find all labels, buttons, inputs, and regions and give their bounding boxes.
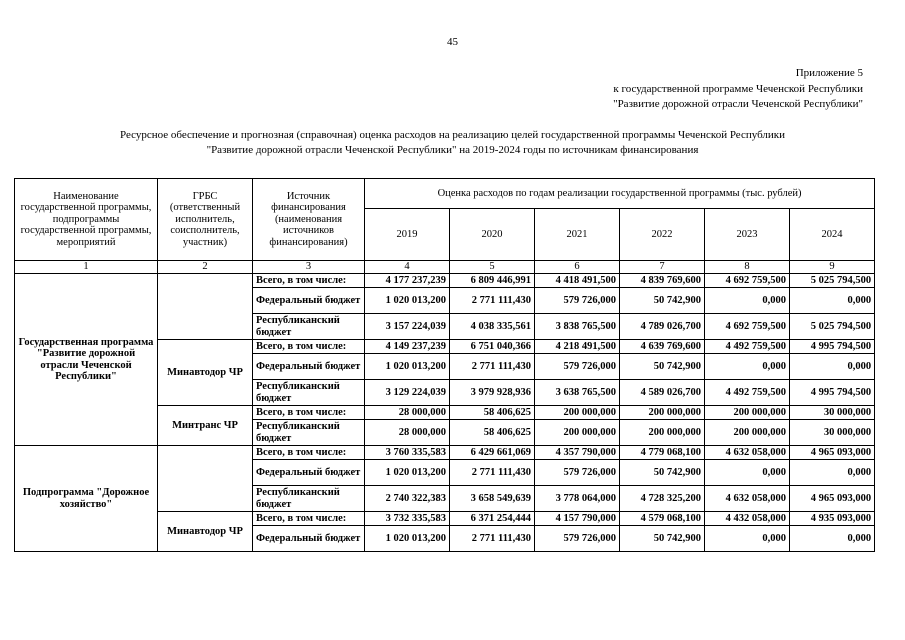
value-cell: 200 000,000 bbox=[705, 420, 790, 446]
appendix-line-3: "Развитие дорожной отрасли Чеченской Республики" bbox=[613, 98, 863, 110]
value-cell: 3 760 335,583 bbox=[365, 446, 450, 460]
value-cell: 0,000 bbox=[790, 288, 875, 314]
header-estimate: Оценка расходов по годам реализации государственной программы (тыс. рублей) bbox=[365, 179, 875, 209]
value-cell: 2 740 322,383 bbox=[365, 486, 450, 512]
value-cell: 4 149 237,239 bbox=[365, 340, 450, 354]
header-year: 2021 bbox=[535, 209, 620, 261]
source-cell: Всего, в том числе: bbox=[253, 446, 365, 460]
value-cell: 30 000,000 bbox=[790, 406, 875, 420]
value-cell: 0,000 bbox=[705, 288, 790, 314]
source-cell: Всего, в том числе: bbox=[253, 512, 365, 526]
header-name: Наименование государственной программы, подпрограммы государственной программы, мероприятий bbox=[15, 179, 158, 261]
program-name: Государственная программа "Развитие дорожной отрасли Чеченской Республики" bbox=[15, 274, 158, 446]
value-cell: 579 726,000 bbox=[535, 354, 620, 380]
value-cell: 4 965 093,000 bbox=[790, 486, 875, 512]
value-cell: 579 726,000 bbox=[535, 526, 620, 552]
grbs-minavtodor: Минавтодор ЧР bbox=[158, 340, 253, 406]
value-cell: 200 000,000 bbox=[535, 406, 620, 420]
value-cell: 6 751 040,366 bbox=[450, 340, 535, 354]
value-cell: 4 632 058,000 bbox=[705, 446, 790, 460]
value-cell: 3 778 064,000 bbox=[535, 486, 620, 512]
value-cell: 200 000,000 bbox=[620, 420, 705, 446]
column-number: 5 bbox=[450, 261, 535, 274]
value-cell: 3 732 335,583 bbox=[365, 512, 450, 526]
source-cell: Республиканский бюджет bbox=[253, 486, 365, 512]
value-cell: 6 809 446,991 bbox=[450, 274, 535, 288]
value-cell: 4 728 325,200 bbox=[620, 486, 705, 512]
value-cell: 50 742,900 bbox=[620, 526, 705, 552]
value-cell: 579 726,000 bbox=[535, 288, 620, 314]
page-crop-mask bbox=[0, 580, 905, 640]
value-cell: 4 639 769,600 bbox=[620, 340, 705, 354]
value-cell: 4 177 237,239 bbox=[365, 274, 450, 288]
value-cell: 4 995 794,500 bbox=[790, 340, 875, 354]
source-cell: Федеральный бюджет bbox=[253, 460, 365, 486]
column-number: 6 bbox=[535, 261, 620, 274]
header-year: 2020 bbox=[450, 209, 535, 261]
value-cell: 58 406,625 bbox=[450, 406, 535, 420]
value-cell: 3 129 224,039 bbox=[365, 380, 450, 406]
value-cell: 0,000 bbox=[790, 354, 875, 380]
value-cell: 58 406,625 bbox=[450, 420, 535, 446]
grbs-empty bbox=[158, 446, 253, 512]
page-number: 45 bbox=[447, 36, 458, 48]
value-cell: 4 357 790,000 bbox=[535, 446, 620, 460]
source-cell: Федеральный бюджет bbox=[253, 526, 365, 552]
value-cell: 4 492 759,500 bbox=[705, 380, 790, 406]
subprogram-name: Подпрограмма "Дорожное хозяйство" bbox=[15, 446, 158, 552]
source-cell: Республиканский бюджет bbox=[253, 380, 365, 406]
grbs-empty bbox=[158, 274, 253, 340]
source-cell: Всего, в том числе: bbox=[253, 274, 365, 288]
header-year: 2023 bbox=[705, 209, 790, 261]
value-cell: 4 579 068,100 bbox=[620, 512, 705, 526]
value-cell: 4 935 093,000 bbox=[790, 512, 875, 526]
source-cell: Республиканский бюджет bbox=[253, 314, 365, 340]
value-cell: 2 771 111,430 bbox=[450, 460, 535, 486]
value-cell: 4 432 058,000 bbox=[705, 512, 790, 526]
value-cell: 30 000,000 bbox=[790, 420, 875, 446]
value-cell: 4 789 026,700 bbox=[620, 314, 705, 340]
value-cell: 200 000,000 bbox=[620, 406, 705, 420]
value-cell: 4 589 026,700 bbox=[620, 380, 705, 406]
value-cell: 0,000 bbox=[705, 460, 790, 486]
value-cell: 4 038 335,561 bbox=[450, 314, 535, 340]
column-number: 8 bbox=[705, 261, 790, 274]
appendix-note bbox=[613, 66, 863, 113]
value-cell: 4 692 759,500 bbox=[705, 314, 790, 340]
value-cell: 0,000 bbox=[790, 526, 875, 552]
value-cell: 4 632 058,000 bbox=[705, 486, 790, 512]
value-cell: 0,000 bbox=[790, 460, 875, 486]
value-cell: 28 000,000 bbox=[365, 420, 450, 446]
source-cell: Всего, в том числе: bbox=[253, 406, 365, 420]
header-year: 2019 bbox=[365, 209, 450, 261]
value-cell: 579 726,000 bbox=[535, 460, 620, 486]
value-cell: 3 658 549,639 bbox=[450, 486, 535, 512]
value-cell: 0,000 bbox=[705, 354, 790, 380]
column-number: 1 bbox=[15, 261, 158, 274]
header-grbs: ГРБС (ответственный исполнитель, соисполнитель, участник) bbox=[158, 179, 253, 261]
header-year: 2022 bbox=[620, 209, 705, 261]
value-cell: 3 157 224,039 bbox=[365, 314, 450, 340]
value-cell: 1 020 013,200 bbox=[365, 354, 450, 380]
value-cell: 0,000 bbox=[705, 526, 790, 552]
title-line-2: "Развитие дорожной отрасли Чеченской Республики" на 2019-2024 годы по источникам финансирования bbox=[206, 144, 699, 156]
column-number: 2 bbox=[158, 261, 253, 274]
table-row bbox=[15, 274, 875, 288]
value-cell: 50 742,900 bbox=[620, 460, 705, 486]
value-cell: 200 000,000 bbox=[705, 406, 790, 420]
value-cell: 200 000,000 bbox=[535, 420, 620, 446]
value-cell: 50 742,900 bbox=[620, 288, 705, 314]
value-cell: 2 771 111,430 bbox=[450, 526, 535, 552]
source-cell: Всего, в том числе: bbox=[253, 340, 365, 354]
source-cell: Федеральный бюджет bbox=[253, 288, 365, 314]
value-cell: 1 020 013,200 bbox=[365, 288, 450, 314]
appendix-line-1: Приложение 5 bbox=[795, 67, 863, 79]
resource-table bbox=[14, 178, 875, 552]
column-number-row bbox=[15, 261, 875, 274]
title-line-1: Ресурсное обеспечение и прогнозная (справочная) оценка расходов на реализацию целей государственной программы Чеченской Республики bbox=[119, 129, 786, 141]
grbs-minavtodor: Минавтодор ЧР bbox=[158, 512, 253, 552]
value-cell: 4 492 759,500 bbox=[705, 340, 790, 354]
column-number: 9 bbox=[790, 261, 875, 274]
source-cell: Федеральный бюджет bbox=[253, 354, 365, 380]
header-year: 2024 bbox=[790, 209, 875, 261]
appendix-line-2: к государственной программе Чеченской Республики bbox=[613, 82, 863, 95]
value-cell: 3 838 765,500 bbox=[535, 314, 620, 340]
value-cell: 1 020 013,200 bbox=[365, 460, 450, 486]
value-cell: 5 025 794,500 bbox=[790, 274, 875, 288]
table-row bbox=[15, 446, 875, 460]
value-cell: 4 839 769,600 bbox=[620, 274, 705, 288]
column-number: 7 bbox=[620, 261, 705, 274]
value-cell: 3 979 928,936 bbox=[450, 380, 535, 406]
value-cell: 4 965 093,000 bbox=[790, 446, 875, 460]
column-number: 3 bbox=[253, 261, 365, 274]
value-cell: 4 218 491,500 bbox=[535, 340, 620, 354]
value-cell: 4 418 491,500 bbox=[535, 274, 620, 288]
document-title bbox=[0, 128, 905, 158]
column-number: 4 bbox=[365, 261, 450, 274]
header-source: Источник финансирования (наименования источников финансирования) bbox=[253, 179, 365, 261]
value-cell: 1 020 013,200 bbox=[365, 526, 450, 552]
value-cell: 4 995 794,500 bbox=[790, 380, 875, 406]
value-cell: 3 638 765,500 bbox=[535, 380, 620, 406]
value-cell: 50 742,900 bbox=[620, 354, 705, 380]
value-cell: 2 771 111,430 bbox=[450, 354, 535, 380]
source-cell: Республиканский бюджет bbox=[253, 420, 365, 446]
value-cell: 4 157 790,000 bbox=[535, 512, 620, 526]
value-cell: 2 771 111,430 bbox=[450, 288, 535, 314]
value-cell: 5 025 794,500 bbox=[790, 314, 875, 340]
value-cell: 4 779 068,100 bbox=[620, 446, 705, 460]
value-cell: 28 000,000 bbox=[365, 406, 450, 420]
grbs-mintrans: Минтранс ЧР bbox=[158, 406, 253, 446]
value-cell: 6 371 254,444 bbox=[450, 512, 535, 526]
value-cell: 6 429 661,069 bbox=[450, 446, 535, 460]
value-cell: 4 692 759,500 bbox=[705, 274, 790, 288]
